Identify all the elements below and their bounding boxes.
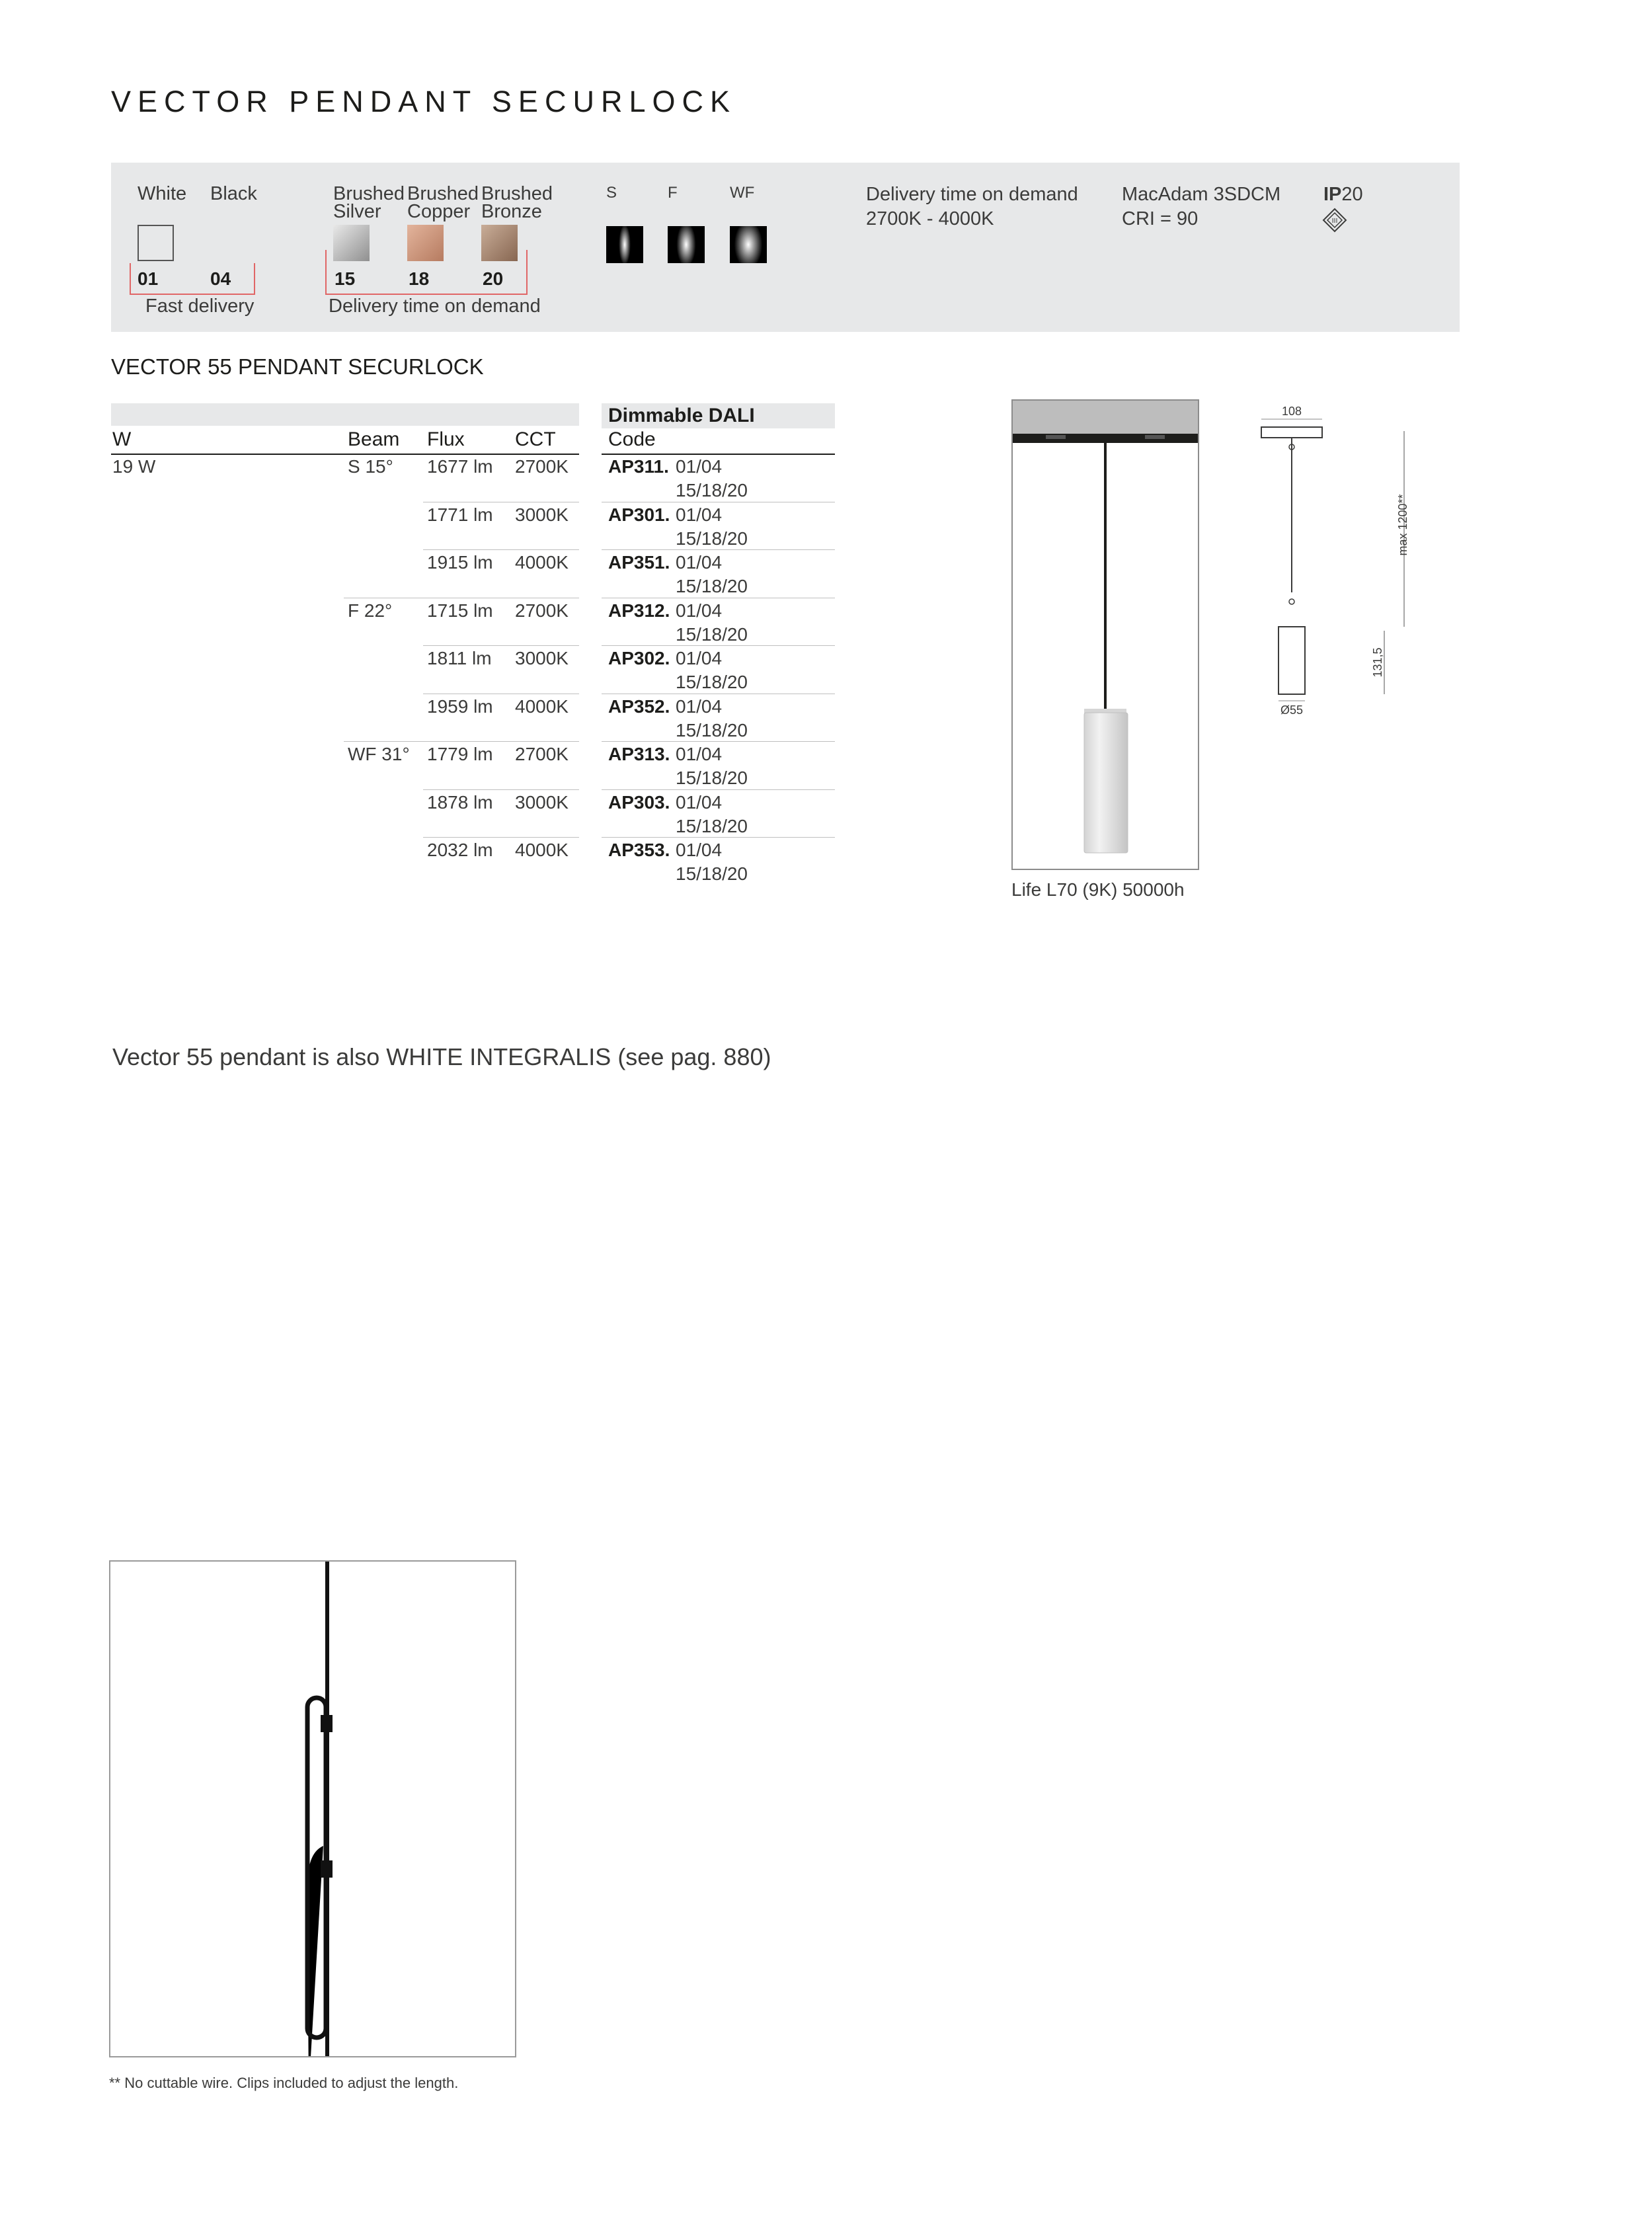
row-flux: 1915 lm	[427, 552, 493, 573]
row-flux: 1959 lm	[427, 696, 493, 717]
delivery-info: Delivery time on demand 2700K - 4000K	[866, 184, 1078, 229]
row-finish-codes-1: 01/04	[676, 648, 723, 668]
finish-code-white: 01	[138, 268, 159, 289]
dim-width: 108	[1281, 405, 1302, 418]
cable-clip-photo	[109, 1560, 516, 2057]
row-finish-codes-2: 15/18/20	[676, 528, 748, 549]
row-cct: 3000K	[515, 791, 569, 813]
row-code: AP352.	[608, 696, 670, 717]
row-finish-codes-2: 15/18/20	[676, 863, 748, 884]
row-finish-codes-1: 01/04	[676, 600, 723, 621]
row-divider-code	[602, 645, 835, 646]
col-header-w: W	[112, 428, 132, 450]
finish-code-silver: 15	[334, 268, 356, 289]
beam-label-s: S	[606, 184, 617, 202]
color-consistency-info: MacAdam 3SDCM CRI = 90	[1122, 184, 1281, 229]
dim-max-length: max 1200**	[1396, 494, 1409, 556]
header-rule	[111, 454, 579, 455]
row-flux: 1771 lm	[427, 504, 493, 525]
row-beam: WF 31°	[348, 744, 410, 764]
svg-text:III: III	[1331, 218, 1338, 225]
row-code: AP301.	[608, 504, 670, 525]
row-divider	[423, 549, 579, 550]
row-code: AP303.	[608, 791, 670, 813]
row-divider	[423, 789, 579, 790]
pendant-render	[1013, 401, 1198, 869]
beam-label-wf: WF	[730, 184, 755, 202]
row-cct: 2700K	[515, 600, 569, 621]
row-code: AP312.	[608, 600, 670, 621]
row-finish-codes-2: 15/18/20	[676, 719, 748, 740]
row-finish-codes-1: 01/04	[676, 696, 723, 717]
finish-code-black: 04	[210, 268, 231, 289]
row-cct: 4000K	[515, 840, 569, 860]
finish-label-black: Black	[210, 183, 257, 204]
cable-clip-render	[110, 1562, 515, 2056]
row-finish-codes-2: 15/18/20	[676, 576, 748, 596]
row-finish-codes-2: 15/18/20	[676, 480, 748, 500]
page-title: VECTOR PENDANT SECURLOCK	[111, 85, 736, 118]
row-cct: 4000K	[515, 696, 569, 717]
beam-flood-icon	[668, 226, 705, 263]
beam-label-f: F	[668, 184, 678, 202]
row-code: AP353.	[608, 840, 670, 860]
row-cct: 2700K	[515, 456, 569, 477]
demand-delivery-caption: Delivery time on demand	[329, 296, 541, 317]
beam-wideflood-icon	[730, 226, 767, 263]
row-flux: 1878 lm	[427, 791, 493, 813]
finish-label-copper: Brushed Copper	[407, 183, 479, 222]
row-divider-code	[602, 741, 835, 742]
dimension-drawing	[1249, 399, 1415, 730]
product-image	[1011, 399, 1199, 870]
row-cct: 3000K	[515, 648, 569, 668]
row-cct: 3000K	[515, 504, 569, 525]
row-cct: 2700K	[515, 744, 569, 764]
row-finish-codes-1: 01/04	[676, 552, 723, 573]
row-code: AP311.	[608, 456, 669, 477]
row-divider	[423, 837, 579, 838]
row-flux: 1779 lm	[427, 744, 493, 764]
row-flux: 1715 lm	[427, 600, 493, 621]
row-divider-code	[602, 789, 835, 790]
row-finish-codes-1: 01/04	[676, 744, 723, 764]
row-finish-codes-1: 01/04	[676, 504, 723, 525]
dim-diameter: Ø55	[1280, 703, 1304, 717]
finish-code-bronze: 20	[483, 268, 504, 289]
row-beam: F 22°	[348, 600, 393, 621]
row-divider-code	[602, 549, 835, 550]
finish-label-bronze: Brushed Bronze	[481, 183, 553, 222]
integralis-note: Vector 55 pendant is also WHITE INTEGRALIS (see pag. 880)	[112, 1043, 771, 1070]
watt-value: 19 W	[112, 456, 156, 477]
section-title: VECTOR 55 PENDANT SECURLOCK	[111, 354, 484, 379]
header-rule-code	[602, 454, 835, 455]
finish-code-copper: 18	[409, 268, 430, 289]
row-divider	[344, 741, 579, 742]
col-header-beam: Beam	[348, 428, 400, 450]
row-cct: 4000K	[515, 552, 569, 573]
row-finish-codes-1: 01/04	[676, 840, 723, 860]
swatch-black[interactable]	[210, 225, 247, 261]
fast-delivery-caption: Fast delivery	[145, 296, 255, 317]
beam-spot-icon	[606, 226, 643, 263]
row-finish-codes-2: 15/18/20	[676, 815, 748, 836]
row-finish-codes-2: 15/18/20	[676, 623, 748, 645]
dim-height: 131,5	[1371, 647, 1384, 678]
row-beam: S 15°	[348, 456, 393, 477]
row-code: AP351.	[608, 552, 670, 573]
life-rating: Life L70 (9K) 50000h	[1011, 879, 1185, 900]
dali-header: Dimmable DALI	[602, 403, 835, 428]
row-code: AP302.	[608, 648, 670, 668]
row-finish-codes-2: 15/18/20	[676, 672, 748, 692]
footnote: ** No cuttable wire. Clips included to adjust the length.	[109, 2075, 459, 2091]
row-finish-codes-2: 15/18/20	[676, 768, 748, 788]
table-header-band	[111, 403, 579, 426]
row-divider-code	[602, 837, 835, 838]
row-flux: 1811 lm	[427, 648, 492, 668]
finish-label-silver: Brushed Silver	[333, 183, 405, 222]
row-code: AP313.	[608, 744, 670, 764]
ip-rating: IP20	[1323, 184, 1363, 205]
col-header-cct: CCT	[515, 428, 556, 450]
row-flux: 1677 lm	[427, 456, 493, 477]
row-finish-codes-1: 01/04	[676, 456, 723, 477]
col-header-flux: Flux	[427, 428, 465, 450]
col-header-code: Code	[608, 428, 656, 450]
row-divider	[423, 645, 579, 646]
class-iii-icon	[1322, 208, 1347, 233]
finish-label-white: White	[138, 183, 187, 204]
row-finish-codes-1: 01/04	[676, 791, 723, 813]
row-flux: 2032 lm	[427, 840, 493, 860]
swatch-white[interactable]	[138, 225, 174, 261]
